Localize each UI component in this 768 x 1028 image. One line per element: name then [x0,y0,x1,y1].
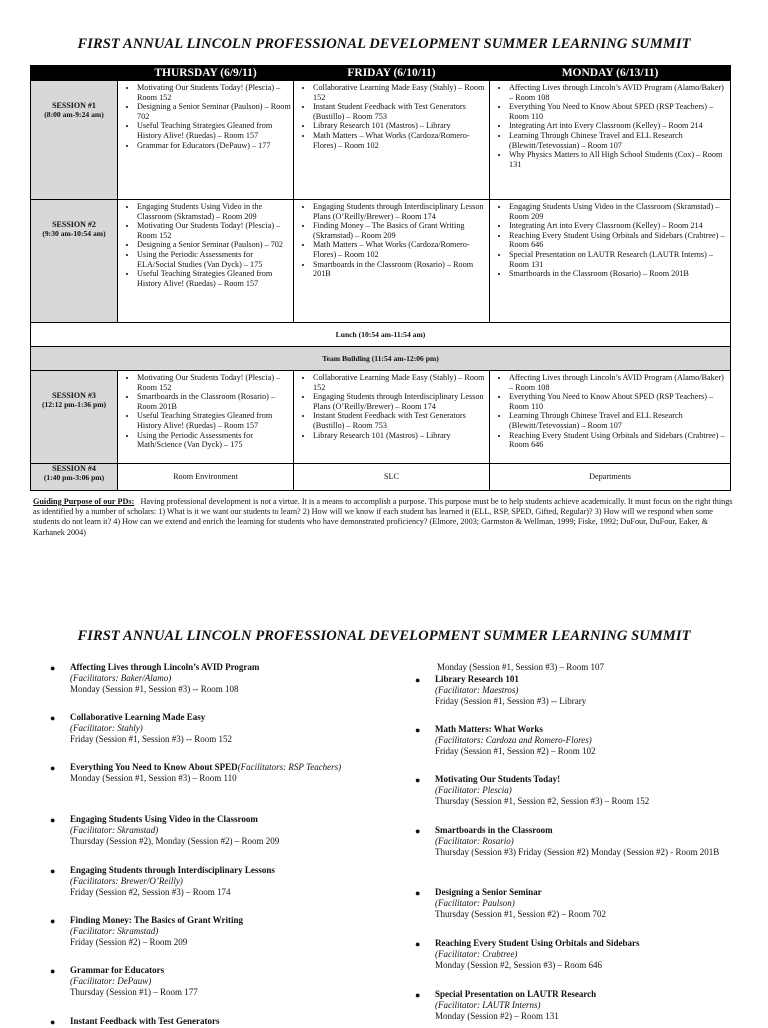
session-label: SESSION #4 (1:40 pm-3:06 pm) [31,464,118,491]
session-entry: • Learning Through Chinese Travel and ELL Research (Blewitt/Tetevossian) – Room 107 [509,411,728,430]
bullet-icon: ● [50,1017,56,1027]
session-entry: • Useful Teaching Strategies Gleaned from History Alive! (Ruedas) – Room 157 [137,121,291,140]
catalog-entry-title: Engaging Students Using Video in the Classroom [70,814,258,824]
catalog-entry [415,938,745,972]
catalog-entry-title: Smartboards in the Classroom [435,825,553,835]
page-title: FIRST ANNUAL LINCOLN PROFESSIONAL DEVELOPMENT SUMMER LEARNING SUMMIT [77,36,691,52]
session-entry: • Designing a Senior Seminar (Paulson) – 702 [137,240,291,250]
team-building-band: Team Building (11:54 am-12:06 pm) [31,347,731,371]
catalog-entry-facilitator: (Facilitator: Plescia) [435,785,512,796]
session-entry: • Library Research 101 (Mastros) – Library [313,431,487,441]
session-entry: • Smartboards in the Classroom (Rosario) – Room 201B [137,392,291,411]
catalog-entry-details: Monday (Session #2, Session #3) – Room 646 [435,960,603,971]
table-corner [31,66,118,81]
catalog-entry-facilitator: (Facilitator: Rosario) [435,836,514,847]
bullet-icon: ● [50,966,56,976]
catalog-entry-facilitator: (Facilitators: Brewer/O’Reilly) [70,876,183,887]
session-entry: • Everything You Need to Know About SPED (RSP Teachers) – Room 110 [509,102,728,121]
session-cell [490,371,731,464]
session-entry: • Library Research 101 (Mastros) – Library [313,121,487,131]
catalog-entry-title: Finding Money: The Basics of Grant Writing [70,915,244,925]
session-entry: • Useful Teaching Strategies Gleaned from History Alive! (Ruedas) – Room 157 [137,269,291,288]
session-cell: Departments [490,464,731,491]
session-row [31,371,731,464]
catalog-entry-details: Thursday (Session #1, Session #2) – Room 702 [435,909,606,920]
session-entry: • Motivating Our Students Today! (Plescia) – Room 152 [137,373,291,392]
catalog-entry [415,887,745,921]
session-entry: • Reaching Every Student Using Orbitals and Sidebars (Crabtree) – Room 646 [509,231,728,250]
catalog-entry-title: Library Research 101 [435,674,519,684]
bullet-icon: ● [50,916,56,926]
session-entry: • Math Matters – What Works (Cardoza/Romero-Flores) – Room 102 [313,131,487,150]
catalog-entry-facilitator: (Facilitator: Maestros) [435,685,519,696]
catalog-continued-details: Monday (Session #1, Session #3) – Room 107 [437,662,605,672]
session-entry: • Grammar for Educators (DePauw) – 177 [137,141,291,151]
session-entry: • Finding Money – The Basics of Grant Writing (Skramstad) – Room 209 [313,221,487,240]
catalog-entry-details: Friday (Session #2) – Room 209 [70,937,188,948]
catalog-entry-title: Reaching Every Student Using Orbitals and Sidebars [435,938,640,948]
catalog-entry [50,865,380,899]
catalog-entry-title: Math Matters: What Works [435,724,543,734]
session-cell: Room Environment [118,464,294,491]
schedule-table [30,65,731,491]
session-entry: • Instant Student Feedback with Test Generators (Bustillo) – Room 753 [313,411,487,430]
session-entry: • Smartboards in the Classroom (Rosario) – Room 201B [313,260,487,279]
bullet-icon: ● [415,939,421,949]
session-row [31,81,731,200]
catalog-entry-title: Engaging Students through Interdisciplinary Lessons [70,865,275,875]
session-entry: • Using the Periodic Assessments for ELA/Social Studies (Van Dyck) – 175 [137,250,291,269]
session-cell [294,200,490,323]
catalog-entry-facilitator: (Facilitators: Cardoza and Romero-Flores) [435,735,592,746]
catalog-entry-title: Special Presentation on LAUTR Research [435,989,597,999]
day-header: FRIDAY (6/10/11) [294,66,490,81]
session-entry: • Smartboards in the Classroom (Rosario) – Room 201B [509,269,728,279]
catalog-entry-details: Monday (Session #2) – Room 131 [435,1011,559,1022]
catalog-entry-details: Friday (Session #1, Session #3) -- Room 152 [70,734,232,745]
bullet-icon: ● [415,675,421,685]
session-row [31,200,731,323]
catalog-entry [50,965,380,999]
catalog-title: FIRST ANNUAL LINCOLN PROFESSIONAL DEVELOPMENT SUMMER LEARNING SUMMIT [77,628,691,644]
session-entry: • Instant Student Feedback with Test Generators (Bustillo) – Room 753 [313,102,487,121]
session-cell [294,371,490,464]
session-label: SESSION #1 (8:00 am-9:24 am) [31,81,118,200]
session-entry: • Learning Through Chinese Travel and ELL Research (Blewitt/Tetevossian) – Room 107 [509,131,728,150]
session-entry: • Special Presentation on LAUTR Research (LAUTR Interns) – Room 131 [509,250,728,269]
catalog-entry [415,825,745,859]
catalog-entry-title: Collaborative Learning Made Easy [70,712,206,722]
catalog-entry-details: Thursday (Session #2), Monday (Session #2) – Room 209 [70,836,280,847]
session-label: SESSION #2 (9:30 am-10:54 am) [31,200,118,323]
day-header: THURSDAY (6/9/11) [118,66,294,81]
session-entry: • Using the Periodic Assessments for Math/Science (Van Dyck) – 175 [137,431,291,450]
bullet-icon: ● [50,663,56,673]
session-row [31,464,731,491]
session-entry: • Engaging Students through Interdisciplinary Lesson Plans (O’Reilly/Brewer) – Room 174 [313,392,487,411]
catalog-entry-title: Motivating Our Students Today! [435,774,561,784]
lunch-band: Lunch (10:54 am-11:54 am) [31,323,731,347]
catalog-entry-details: Monday (Session #1, Session #3) – Room 110 [70,773,237,784]
catalog-entry-title: Affecting Lives through Lincoln’s AVID Program [70,662,260,672]
bullet-icon: ● [50,815,56,825]
session-entry: • Why Physics Matters to All High School Students (Cox) – Room 131 [509,150,728,169]
session-entry: • Reaching Every Student Using Orbitals and Sidebars (Crabtree) – Room 646 [509,431,728,450]
session-entry: • Affecting Lives through Lincoln’s AVID Program (Alamo/Baker) – Room 108 [509,373,728,392]
catalog-entry-title: Designing a Senior Seminar [435,887,542,897]
catalog-entry-facilitator: (Facilitator: Skramstad) [70,825,159,836]
catalog-entry-details: Thursday (Session #1) – Room 177 [70,987,198,998]
session-entry: • Affecting Lives through Lincoln’s AVID Program (Alamo/Baker) – Room 108 [509,83,728,102]
catalog-entry-details: Friday (Session #1, Session #3) -- Library [435,696,587,707]
session-entry: • Integrating Art into Every Classroom (Kelley) – Room 214 [509,121,728,131]
catalog-entry-details: Monday (Session #1, Session #3) -- Room 108 [70,684,239,695]
bullet-icon: ● [50,713,56,723]
catalog-entry [415,989,745,1023]
catalog-entry-details: Friday (Session #2, Session #3) – Room 174 [70,887,231,898]
catalog-entry-title: Everything You Need to Know About SPED [70,762,238,772]
catalog-entry [50,762,380,784]
session-entry: • Motivating Our Students Today! (Plescia) – Room 152 [137,221,291,240]
catalog-entry-details: Thursday (Session #3) Friday (Session #2) Monday (Session #2) - Room 201B [435,847,720,858]
session-cell [118,200,294,323]
guiding-heading: Guiding Purpose of our PDs: [33,497,135,506]
guiding-purpose [33,497,733,538]
session-entry: • Designing a Senior Seminar (Paulson) – Room 702 [137,102,291,121]
catalog-entry-facilitator: (Facilitator: Crabtree) [435,949,518,960]
session-cell: SLC [294,464,490,491]
session-cell [490,200,731,323]
catalog-entry [50,662,380,696]
catalog-entry [50,915,380,949]
catalog-entry-facilitator: (Facilitator: Paulson) [435,898,515,909]
bullet-icon: ● [415,725,421,735]
bullet-icon: ● [415,990,421,1000]
bullet-icon: ● [415,888,421,898]
session-entry: • Motivating Our Students Today! (Plescia) – Room 152 [137,83,291,102]
catalog-entry-facilitator: (Facilitator: Skramstad) [70,926,159,937]
catalog-entry-title: Instant Feedback with Test Generators [70,1016,220,1026]
session-cell [118,371,294,464]
catalog-entry [415,724,745,758]
bullet-icon: ● [415,775,421,785]
catalog-entry-details: Thursday (Session #1, Session #2, Session #3) – Room 152 [435,796,650,807]
catalog-entry-facilitator: (Facilitators: RSP Teachers) [237,762,342,772]
session-entry: • Math Matters – What Works (Cardoza/Romero-Flores) – Room 102 [313,240,487,259]
session-entry: • Collaborative Learning Made Easy (Stahly) – Room 152 [313,83,487,102]
catalog-entry-facilitator: (Facilitator: LAUTR Interns) [435,1000,541,1011]
catalog-entry [415,774,745,808]
bullet-icon: ● [415,826,421,836]
session-entry: • Engaging Students Using Video in the Classroom (Skramstad) – Room 209 [509,202,728,221]
guiding-text: Having professional development is not a virtue. It is a means to accomplish a purpose. This purpose must be to help students achieve academically. It must focus on the right things as identified by a number of scholars: 1) What is it we want our students to learn? 2) How will we know if each student has learned it (ELL, RSP, SPED, Gifted, Regular)? 3) How will we respond when some students do not learn it? 4) How can we extend and enrich the learning for students who have demonstrated proficiency? (Elmore, 2003; Garmston & Wellman, 1999; Fiske, 1992; DuFour, DuFour, Eaker, & Karhanek 2004) [33,497,733,537]
catalog-entry-facilitator: (Facilitator: DePauw) [70,976,152,987]
catalog-entry [50,814,380,848]
catalog-entry [50,712,380,746]
session-entry: • Useful Teaching Strategies Gleaned from History Alive! (Ruedas) – Room 157 [137,411,291,430]
day-header: MONDAY (6/13/11) [490,66,731,81]
bullet-icon: ● [50,763,56,773]
session-cell [490,81,731,200]
session-cell [294,81,490,200]
catalog-entry-facilitator: (Facilitators: Baker/Alamo) [70,673,172,684]
session-entry: • Collaborative Learning Made Easy (Stahly) – Room 152 [313,373,487,392]
catalog-entry-facilitator: (Facilitator: Stahly) [70,723,143,734]
session-cell [118,81,294,200]
session-entry: • Everything You Need to Know About SPED (RSP Teachers) – Room 110 [509,392,728,411]
bullet-icon: ● [50,866,56,876]
session-entry: • Engaging Students through Interdisciplinary Lesson Plans (O’Reilly/Brewer) – Room 174 [313,202,487,221]
session-entry: • Engaging Students Using Video in the Classroom (Skramstad) – Room 209 [137,202,291,221]
catalog-entry [415,674,745,708]
catalog-entry [50,1016,380,1027]
session-label: SESSION #3 (12:12 pm-1:36 pm) [31,371,118,464]
session-entry: • Integrating Art into Every Classroom (Kelley) – Room 214 [509,221,728,231]
catalog-entry-details: Friday (Session #1, Session #2) – Room 102 [435,746,596,757]
catalog-entry-title: Grammar for Educators [70,965,165,975]
